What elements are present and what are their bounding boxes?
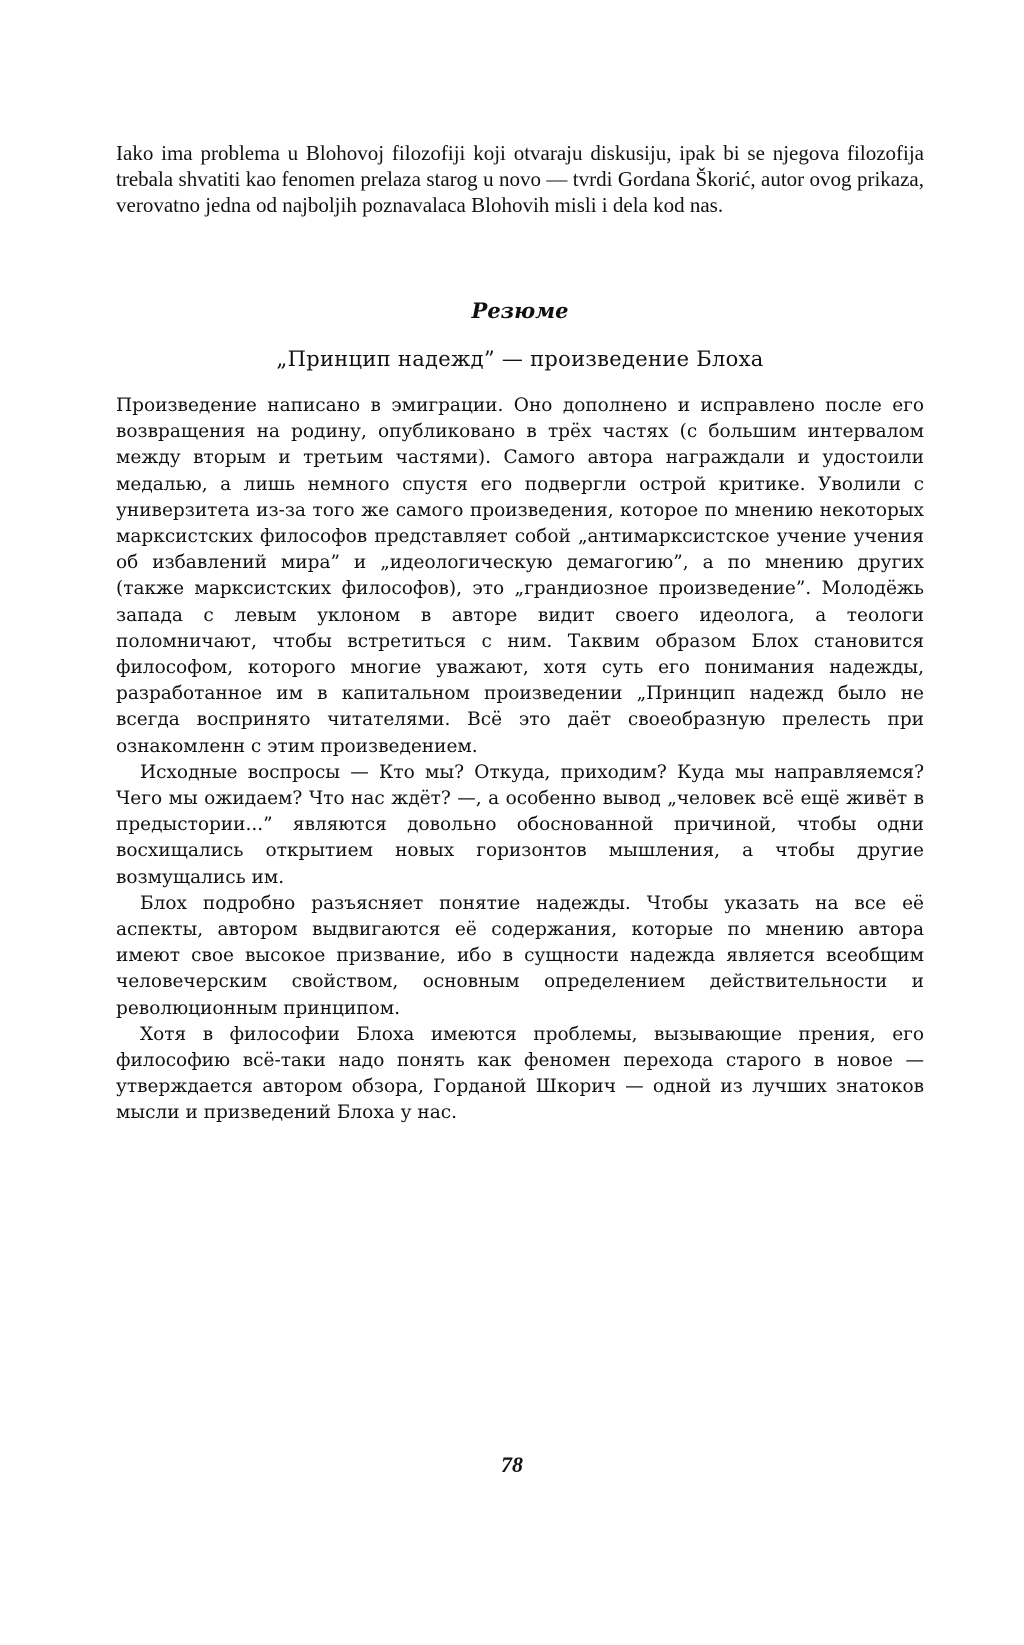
page-content (116, 140, 924, 1127)
resume-body (116, 393, 924, 1127)
resume-paragraph-2: Исходные воспросы — Кто мы? Откуда, приходим? Куда мы направляемся? Чего мы ожидаем? Что нас ждёт? —, а особенно вывод „человек всё ещё живёт в предыстории...” являются довольно обоснованной причиной, чтобы одни восхищались открытием новых горизонтов мышления, а чтобы другие возмущались им. (116, 761, 924, 888)
intro-paragraph: Iako ima problema u Blohovoj filozofiji koji otvaraju diskusiju, ipak bi se njegova filozofija trebala shvatiti kao fenomen prelaza starog u novo — tvrdi Gordana Škorić, autor ovog prikaza, verovatno jedna od najboljih poznavalaca Blohovih misli i dela kod nas. (116, 141, 924, 217)
page-number: 78 (501, 1452, 523, 1477)
resume-paragraph-4: Хотя в философии Блоха имеются проблемы, вызывающие прения, его философию всё-таки надо понять как феномен перехода старого в новое — утверждается автором обзора, Горданой Шкорич — одной из лучших знатоков мысли и призведений Блоха у нас. (116, 1023, 924, 1124)
resume-heading: Резюме (471, 298, 569, 323)
resume-title: „Принцип надежд” — произведение Блоха (276, 347, 764, 371)
resume-paragraph-3: Блох подробно разъясняет понятие надежды. Чтобы указать на все её аспекты, автором выдвигаются её содержания, которые по мнению автора имеют свое высокое призвание, ибо в сущности надежда является всеобщим человечерским свойством, основным определением действительности и революционным принципом. (116, 892, 924, 1019)
resume-paragraph-1: Произведение написано в эмиграции. Оно дополнено и исправлено после его возвращения на родину, опубликовано в трёх частях (с большим интервалом между вторым и третьим частями). Самого автора награждали и удостоили медалью, а лишь немного спустя его подвергли острой критике. Уволили с универзитета из-за того же самого произведения, которое по мнению некоторых марксистских философов представляет собой „антимарксистское учение учения об избавлений мира” и „идеологическую демагогию”, а по мнению других (также марксистских философов), это „грандиозное произведение”. Молодёжь запада с левым уклоном в авторе видит своего идеолога, а теологи поломничают, чтобы встретиться с ним. Таквим образом Блох становится философом, которого многие уважают, хотя суть его понимания надежды, разработанное им в капитальном произведении „Принцип надежд было не всегда воспринято читателями. Всё это даёт своеобразную прелесть при ознакомленн с этим произведением. (116, 395, 924, 757)
